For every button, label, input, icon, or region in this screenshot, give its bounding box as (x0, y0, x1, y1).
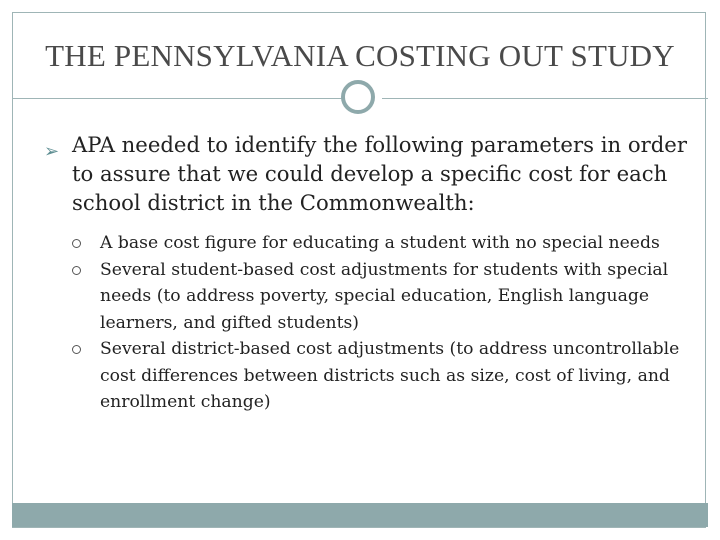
sub-point-item (72, 257, 692, 337)
sub-point-text: A base cost figure for educating a student with no special needs (100, 233, 660, 253)
title-divider-right (382, 98, 708, 99)
title-divider-left (12, 98, 342, 99)
circle-bullet-icon (72, 266, 81, 275)
sub-point-item (72, 230, 692, 257)
sub-point-item (72, 336, 692, 416)
main-point-text: APA needed to identify the following parameters in order to assure that we could develop a specific cost for each school district in the Commonwealth: (72, 132, 687, 215)
slide-title: THE PENNSYLVANIA COSTING OUT STUDY (45, 38, 675, 73)
circle-bullet-icon (72, 239, 81, 248)
main-bullet-icon: ➢ (44, 141, 60, 162)
circle-bullet-icon (72, 345, 81, 354)
sub-point-text: Several student-based cost adjustments for students with special needs (to address poverty, special education, English language learners, and gifted students) (100, 259, 669, 333)
sub-point-text: Several district-based cost adjustments (to address uncontrollable cost differences between districts such as size, cost of living, and enrollment change) (100, 339, 680, 412)
sub-point-list (72, 230, 692, 416)
footer-bar (12, 503, 708, 527)
ring-ornament-icon (341, 80, 375, 114)
